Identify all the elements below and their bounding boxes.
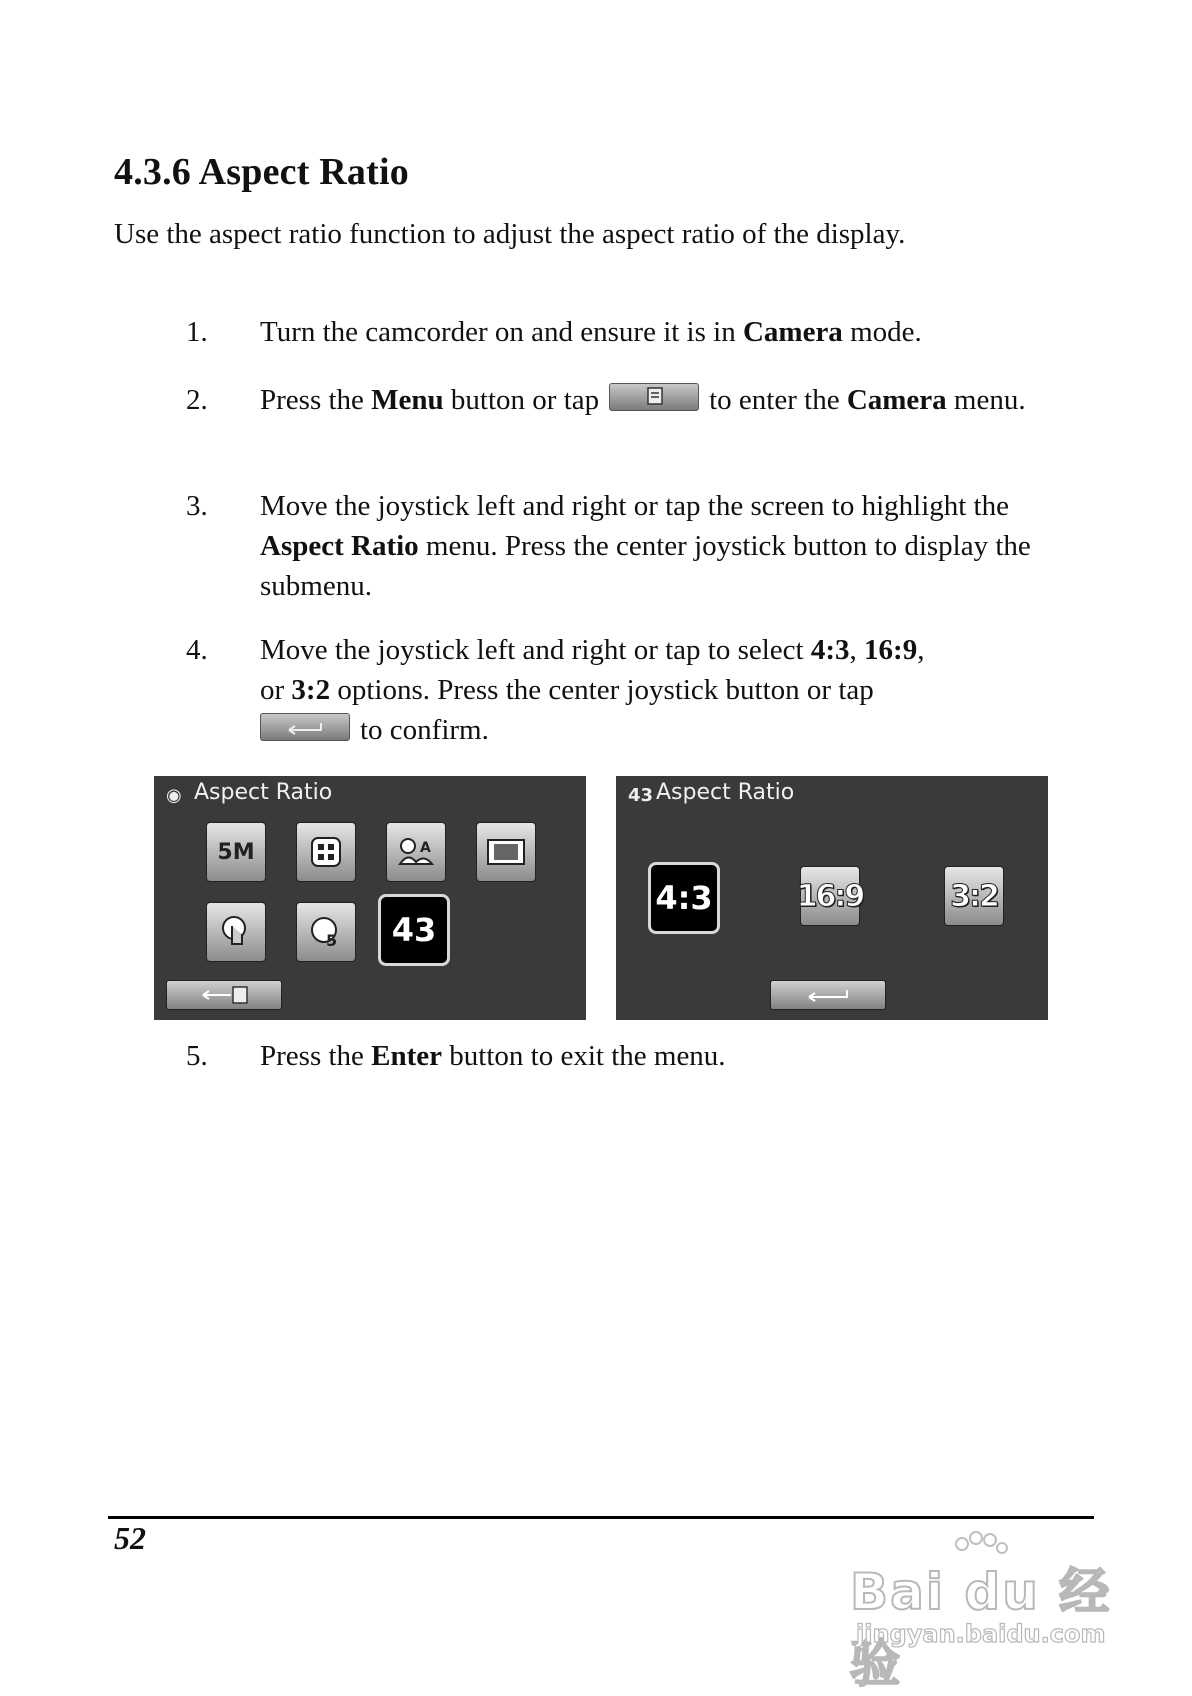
ratio-indicator: 43 (628, 785, 654, 806)
screen-title: Aspect Ratio (194, 780, 333, 805)
screen-title: Aspect Ratio (656, 780, 795, 805)
camera-menu-screenshot (154, 776, 586, 1020)
step-number: 2. (186, 384, 208, 416)
step-text: Press the Enter button to exit the menu. (260, 1040, 726, 1072)
watermark (850, 1530, 1130, 1693)
quality-icon (296, 822, 356, 882)
aspect-ratio-icon-selected: 43 (378, 894, 450, 966)
step-number: 4. (186, 634, 208, 666)
watermark-brand: Bai du 经验 (850, 1563, 1112, 1693)
scene-mode-icon (386, 822, 446, 882)
section-heading: 4.3.6 Aspect Ratio (114, 151, 409, 193)
touch-icon (206, 902, 266, 962)
step-text: Move the joystick left and right or tap the screen to highlight the Aspect Ratio menu. Press the center joystick button to display the submenu. (260, 490, 1031, 602)
page-number: 52 (114, 1520, 146, 1556)
step-number: 1. (186, 316, 208, 348)
camera-icon: ◉ (166, 785, 182, 806)
step-text: Press the Menu button or tap to enter the Camera menu. (260, 384, 1026, 416)
option-4-3: 4:3 (648, 862, 720, 934)
step-text: Turn the camcorder on and ensure it is in Camera mode. (260, 316, 922, 348)
intro-paragraph: Use the aspect ratio function to adjust the aspect ratio of the display. (114, 218, 906, 250)
svg-text:5: 5 (326, 931, 338, 950)
option-16-9: 16:9 (800, 866, 860, 926)
enter-icon (260, 713, 350, 741)
step-text: Move the joystick left and right or tap to select 4:3, 16:9, or 3:2 options. Press the center joystick button or tap to confirm. (260, 634, 925, 746)
svg-text:A: A (420, 840, 431, 856)
self-timer-icon (296, 902, 356, 962)
resolution-icon: 5M (206, 822, 266, 882)
menu-icon (609, 383, 699, 411)
enter-button (770, 980, 886, 1010)
aspect-ratio-submenu-screenshot (616, 776, 1048, 1020)
option-3-2: 3:2 (944, 866, 1004, 926)
display-icon (476, 822, 536, 882)
watermark-url: jingyan.baidu.com (856, 1620, 1106, 1648)
back-to-menu-button (166, 980, 282, 1010)
footer-rule (108, 1516, 1094, 1519)
step-number: 5. (186, 1040, 208, 1072)
step-number: 3. (186, 490, 208, 522)
